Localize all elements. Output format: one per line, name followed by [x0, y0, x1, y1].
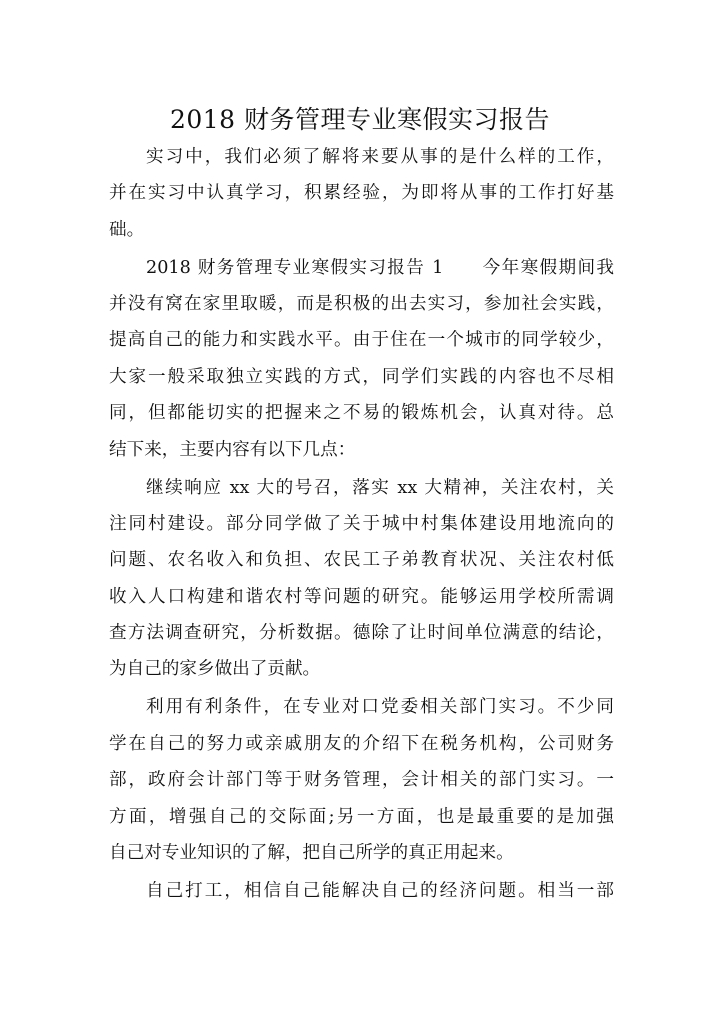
body-line: 提高自己的能力和实践水平。由于住在一个城市的同学较少， [109, 330, 614, 351]
body-line: 并在实习中认真学习，积累经验，为即将从事的工作打好基 [109, 183, 614, 204]
body-line: 结下来，主要内容有以下几点： [109, 439, 356, 460]
body-line: 2018 财务管理专业寒假实习报告 1 今年寒假期间我 [146, 257, 614, 278]
body-line: 利用有利条件，在专业对口党委相关部门实习。不少同 [146, 697, 614, 718]
body-line: 注同村建设。部分同学做了关于城中村集体建设用地流向的 [109, 513, 614, 534]
body-line: 同，但都能切实的把握来之不易的锻炼机会，认真对待。总 [109, 403, 614, 424]
body-line: 继续响应 xx 大的号召，落实 xx 大精神，关注农村，关 [146, 477, 614, 498]
body-line: 自己对专业知识的了解，把自己所学的真正用起来。 [109, 842, 514, 863]
body-line: 并没有窝在家里取暖，而是积极的出去实习，参加社会实践， [109, 294, 614, 315]
document-title: 2018 财务管理专业寒假实习报告 [169, 104, 551, 134]
document-body [109, 139, 614, 909]
body-line: 部，政府会计部门等于财务管理，会计相关的部门实习。一 [109, 770, 614, 791]
body-line: 础。 [109, 219, 145, 240]
body-line: 自己打工，相信自己能解决自己的经济问题。相当一部 [146, 880, 614, 901]
body-line: 为自己的家乡做出了贡献。 [109, 659, 321, 680]
body-line: 问题、农名收入和负担、农民工子弟教育状况、关注农村低 [109, 550, 614, 571]
body-line: 学在自己的努力或亲戚朋友的介绍下在税务机构，公司财务 [109, 733, 614, 754]
body-line: 方面，增强自己的交际面;另一方面，也是最重要的是加强 [109, 806, 614, 827]
body-line: 大家一般采取独立实践的方式，同学们实践的内容也不尽相 [109, 366, 614, 387]
body-line: 收入人口构建和谐农村等问题的研究。能够运用学校所需调 [109, 586, 614, 607]
body-line: 实习中，我们必须了解将来要从事的是什么样的工作， [146, 147, 614, 167]
body-line: 查方法调查研究，分析数据。德除了让时间单位满意的结论， [109, 623, 614, 644]
